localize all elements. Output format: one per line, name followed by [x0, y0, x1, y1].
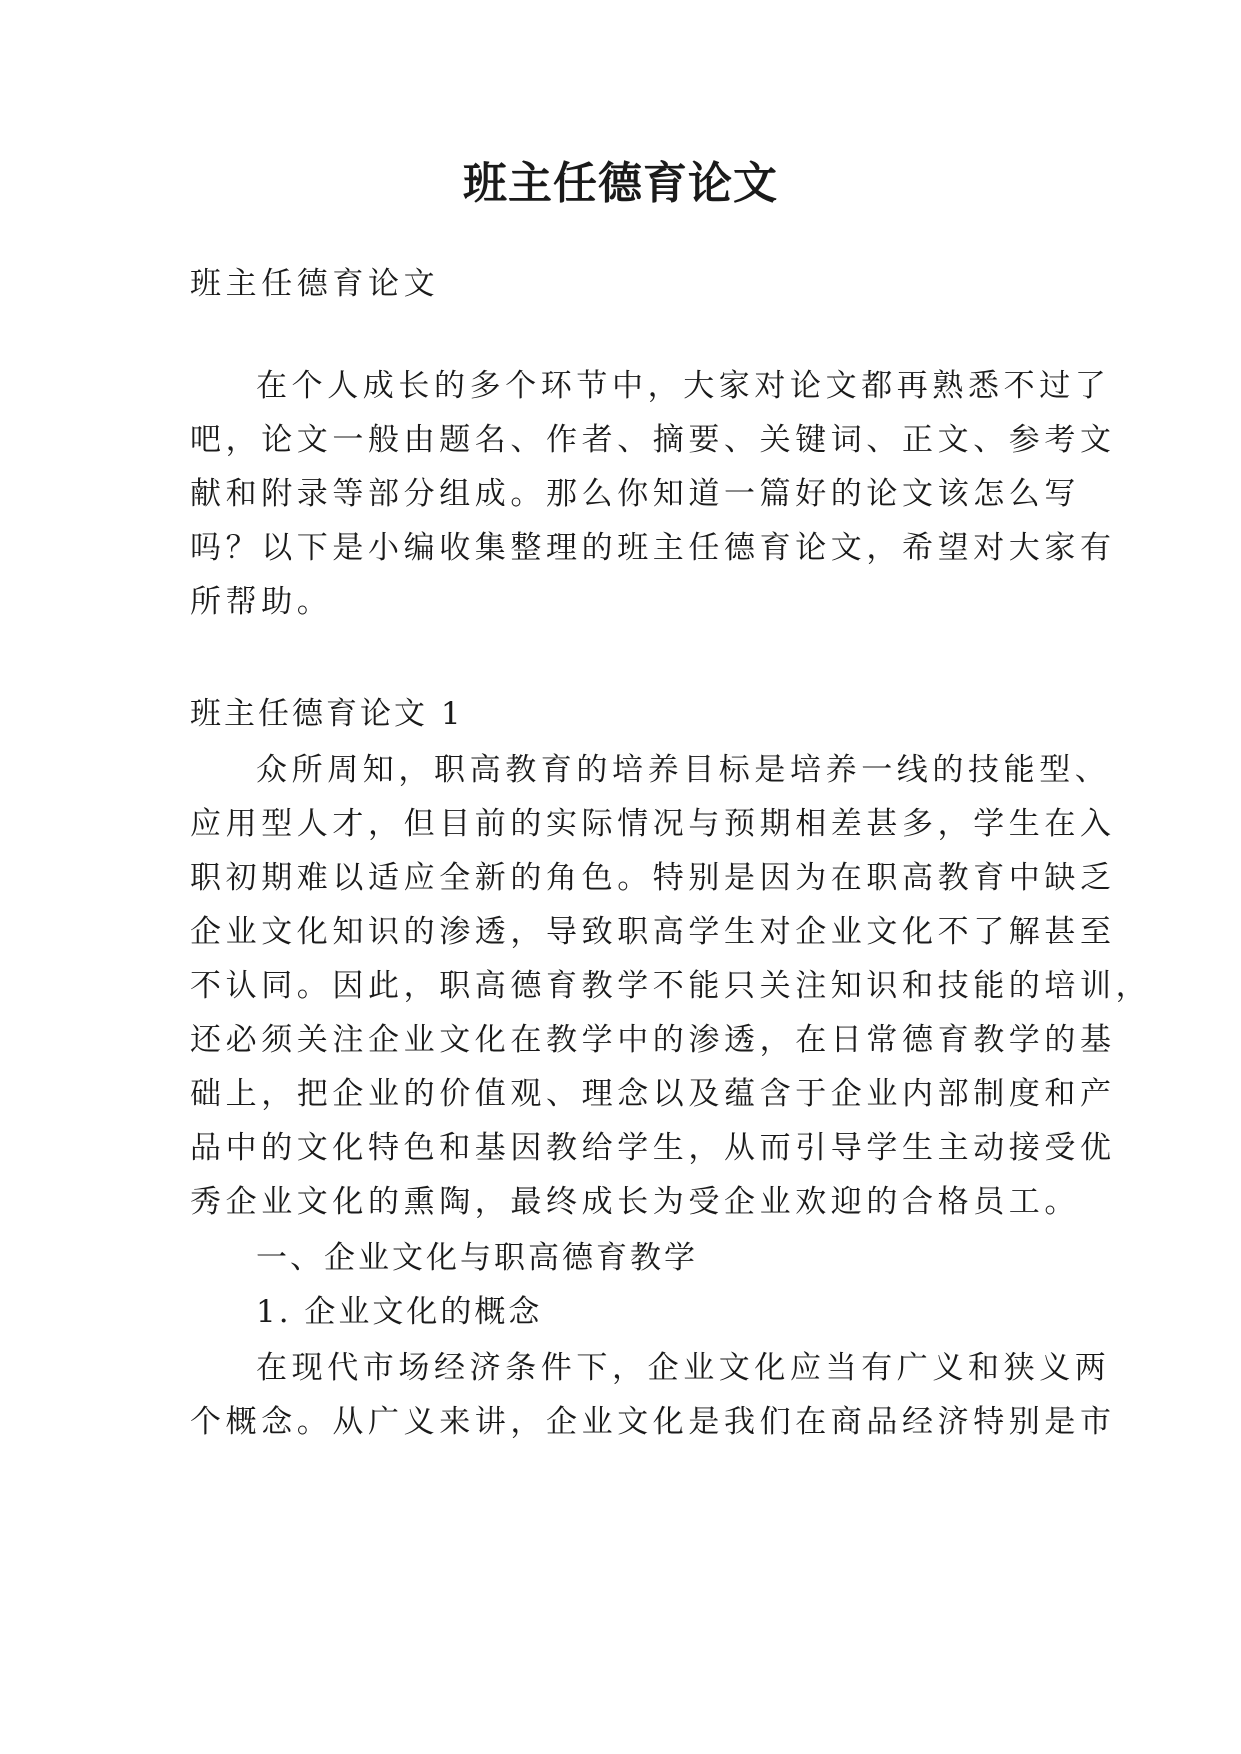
body-line: 众所周知，职高教育的培养目标是培养一线的技能型、	[256, 752, 1111, 788]
body-line: 职初期难以适应全新的角色。特别是因为在职高教育中缺乏	[190, 860, 1116, 896]
body-line: 不认同。因此，职高德育教学不能只关注知识和技能的培训，	[190, 968, 1152, 1004]
subheading-enterprise-culture: 一、企业文化与职高德育教学	[256, 1240, 698, 1276]
document-title: 班主任德育论文	[463, 158, 778, 209]
body-line: 品中的文化特色和基因教给学生，从而引导学生主动接受优	[190, 1130, 1116, 1166]
body-line: 础上，把企业的价值观、理念以及蕴含于企业内部制度和产	[190, 1076, 1116, 1112]
concept-line: 个概念。从广义来讲，企业文化是我们在商品经济特别是市	[190, 1404, 1116, 1440]
intro-line: 吗？以下是小编收集整理的班主任德育论文，希望对大家有	[190, 530, 1116, 566]
body-line: 应用型人才，但目前的实际情况与预期相差甚多，学生在入	[190, 806, 1116, 842]
body-line: 秀企业文化的熏陶，最终成长为受企业欢迎的合格员工。	[190, 1184, 1080, 1220]
document-subtitle: 班主任德育论文	[190, 266, 440, 302]
body-line: 还必须关注企业文化在教学中的渗透，在日常德育教学的基	[190, 1022, 1116, 1058]
intro-line: 献和附录等部分组成。那么你知道一篇好的论文该怎么写	[190, 476, 1080, 512]
intro-line: 吧，论文一般由题名、作者、摘要、关键词、正文、参考文	[190, 422, 1116, 458]
concept-line: 在现代市场经济条件下，企业文化应当有广义和狭义两	[256, 1350, 1111, 1386]
section-heading: 班主任德育论文 1	[190, 696, 464, 732]
body-line: 企业文化知识的渗透，导致职高学生对企业文化不了解甚至	[190, 914, 1116, 950]
intro-line: 在个人成长的多个环节中，大家对论文都再熟悉不过了	[256, 368, 1111, 404]
subheading-concept: 1. 企业文化的概念	[256, 1294, 543, 1330]
intro-line: 所帮助。	[190, 584, 333, 620]
